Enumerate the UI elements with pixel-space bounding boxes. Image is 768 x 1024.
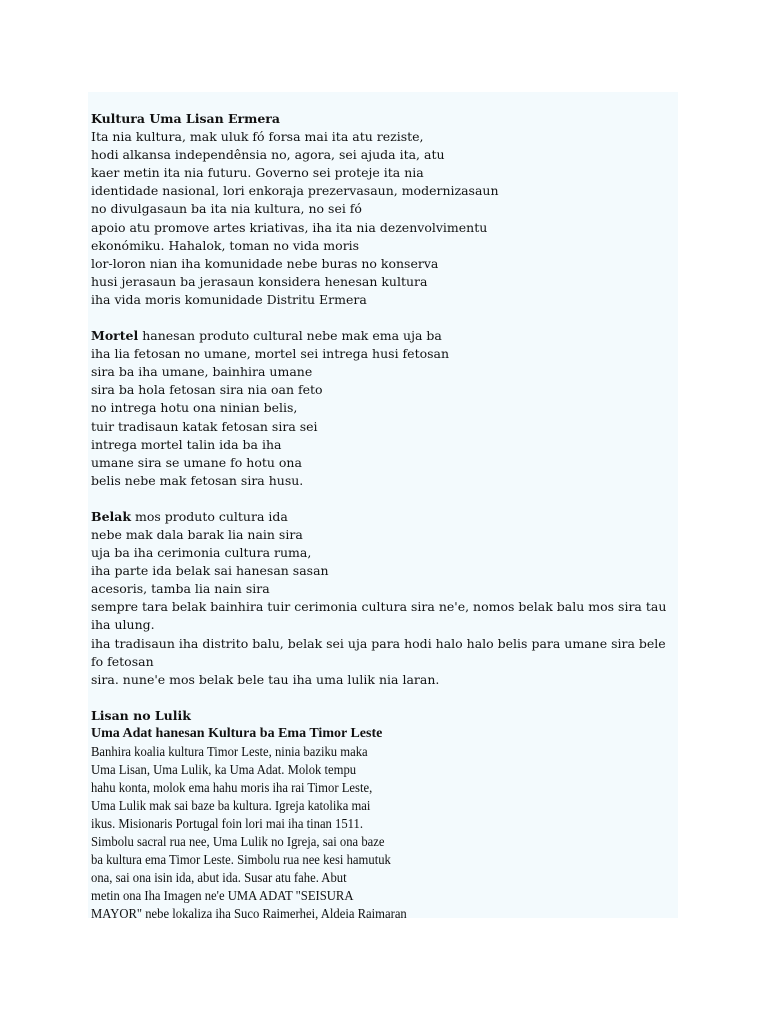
text-line: uja ba iha cerimonia cultura ruma, — [91, 545, 312, 561]
section-subtitle: Uma Adat hanesan Kultura ba Ema Timor Leste — [91, 725, 383, 741]
text-line: sira ba iha umane, bainhira umane — [91, 364, 313, 380]
text-line: iha parte ida belak sai hanesan sasan — [91, 563, 329, 579]
text-line: tuir tradisaun katak fetosan sira sei — [91, 418, 318, 434]
text-line: MAYOR" nebe lokaliza iha Suco Raimerhei, Aldeia Raimaran — [91, 905, 407, 921]
text-line: Uma Lulik mak sai baze ba kultura. Igreja katolika mai — [91, 797, 371, 813]
text-line: ba kultura ema Timor Leste. Simbolu rua nee kesi hamutuk — [91, 851, 391, 867]
text-line: Uma Lisan, Uma Lulik, ka Uma Adat. Molok tempu — [91, 761, 357, 777]
text-paragraph: iha tradisaun iha distrito balu, belak sei uja para hodi halo halo belis para umane sira bele fo fetosan — [91, 635, 666, 669]
text-line: hodi alkansa independênsia no, agora, sei ajuda ita, atu — [91, 147, 445, 163]
lead-word: Belak — [91, 508, 132, 524]
paragraph-gap — [91, 490, 681, 508]
text-line: Banhira koalia kultura Timor Leste, ninia baziku maka — [91, 743, 368, 759]
text-line: ikus. Misionaris Portugal foin lori mai iha tinan 1511. — [91, 815, 364, 831]
text-line: acesoris, tamba lia nain sira — [91, 581, 270, 597]
text-line: Simbolu sacral rua nee, Uma Lulik no Igreja, sai ona baze — [91, 833, 385, 849]
text-line: hahu konta, molok ema hahu moris iha rai Timor Leste, — [91, 779, 373, 795]
paragraph-gap — [91, 689, 681, 707]
text-paragraph: sempre tara belak bainhira tuir cerimonia cultura sira ne'e, nomos belak balu mos sira tau iha ulung. — [91, 599, 667, 633]
text-line: intrega mortel talin ida ba iha — [91, 436, 282, 452]
section-title: Kultura Uma Lisan Ermera — [91, 111, 280, 126]
text-line: Ita nia kultura, mak uluk fó forsa mai ita atu reziste, — [91, 129, 424, 145]
text-line: sira. nune'e mos belak bele tau iha uma lulik nia laran. — [91, 671, 440, 687]
text-line — [91, 327, 681, 345]
text-line: nebe mak dala barak lia nain sira — [91, 526, 303, 542]
text-line: identidade nasional, lori enkoraja prezervasaun, modernizasaun — [91, 183, 499, 199]
text-line: apoio atu promove artes kriativas, iha ita nia dezenvolvimentu — [91, 219, 488, 235]
text-line: no divulgasaun ba ita nia kultura, no sei fó — [91, 201, 362, 217]
text-line: ekonómiku. Hahalok, toman no vida moris — [91, 237, 360, 253]
lead-word: Mortel — [91, 328, 139, 344]
text-line: iha lia fetosan no umane, mortel sei intrega husi fetosan — [91, 346, 450, 362]
paragraph-gap — [91, 309, 681, 327]
text-line: ona, sai ona isin ida, abut ida. Susar atu fahe. Abut — [91, 869, 347, 885]
text-line: belis nebe mak fetosan sira husu. — [91, 472, 304, 488]
text-line: iha vida moris komunidade Distritu Ermera — [91, 291, 367, 307]
text-line: sira ba hola fetosan sira nia oan feto — [91, 382, 323, 398]
lead-rest: mos produto cultura ida — [131, 508, 288, 524]
lead-rest: hanesan produto cultural nebe mak ema uja ba — [138, 328, 442, 344]
text-line: no intrega hotu ona ninian belis, — [91, 400, 298, 416]
text-line: kaer metin ita nia futuru. Governo sei proteje ita nia — [91, 165, 424, 181]
text-line: metin ona Iha Imagen ne'e UMA ADAT "SEISURA — [91, 887, 354, 903]
text-line: lor-loron nian iha komunidade nebe buras no konserva — [91, 255, 439, 271]
section-title: Lisan no Lulik — [91, 707, 191, 723]
document-text — [91, 110, 681, 923]
text-line — [91, 508, 681, 526]
text-line: husi jerasaun ba jerasaun konsidera henesan kultura — [91, 273, 428, 289]
text-line: umane sira se umane fo hotu ona — [91, 454, 302, 470]
